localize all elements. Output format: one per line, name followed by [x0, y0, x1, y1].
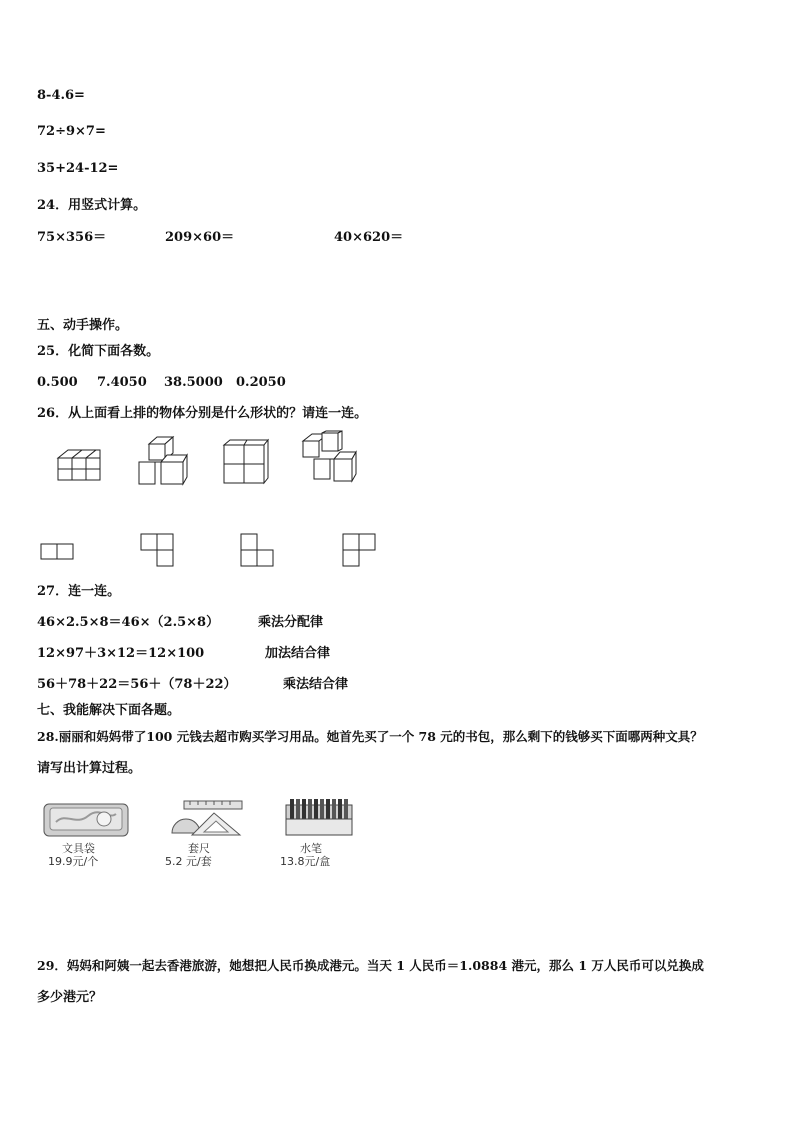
q27-law[interactable]: 乘法结合律: [283, 677, 349, 692]
product-name: 水笔: [300, 842, 322, 855]
product-price: 13.8元/盒: [280, 855, 331, 868]
q28-text: 28.丽丽和妈妈带了100 元钱去超市购买学习用品。她首先买了一个 78 元的书包，那么剩下的钱够买下面哪两种文具？: [37, 729, 703, 744]
pencil-case-icon: [42, 800, 130, 838]
q27-expression[interactable]: 46×2.5×8＝46×（2.5×8）: [37, 615, 220, 630]
q27-expression[interactable]: 12×97＋3×12＝12×100: [37, 646, 205, 661]
q24-expr-a: 75×356＝: [37, 230, 107, 245]
q29-text: 多少港元？: [37, 990, 103, 1005]
top-view-shape-4[interactable]: [342, 533, 378, 569]
top-view-shape-3[interactable]: [240, 533, 276, 569]
ruler-set-icon: [170, 799, 246, 839]
calc-item-1: 8-4.6=: [37, 88, 85, 103]
q27-law[interactable]: 加法结合律: [265, 646, 331, 661]
q24-expr-c: 40×620＝: [334, 230, 404, 245]
q25-value: 0.500: [37, 375, 78, 390]
top-view-shape-1[interactable]: [40, 543, 76, 561]
calc-item-3: 35+24-12=: [37, 161, 119, 176]
q25-value: 7.4050: [97, 375, 147, 390]
cube-figure-1[interactable]: [55, 448, 105, 484]
product-price: 5.2 元/套: [165, 855, 212, 868]
q25-title: 25．化简下面各数。: [37, 344, 160, 359]
top-view-shape-2[interactable]: [140, 533, 176, 569]
product-name: 文具袋: [62, 842, 95, 855]
q25-value: 0.2050: [236, 375, 286, 390]
product-price: 19.9元/个: [48, 855, 99, 868]
q27-title: 27．连一连。: [37, 584, 121, 599]
q26-title: 26．从上面看上排的物体分别是什么形状的？请连一连。: [37, 406, 368, 421]
product-name: 套尺: [188, 842, 210, 855]
q24-expr-b: 209×60＝: [165, 230, 235, 245]
cube-figure-3[interactable]: [222, 439, 270, 485]
q28-text: 请写出计算过程。: [37, 761, 142, 776]
calc-item-2: 72÷9×7=: [37, 124, 106, 139]
section-5-heading: 五、动手操作。: [37, 318, 129, 333]
q24-title: 24．用竖式计算。: [37, 198, 147, 213]
pen-box-icon: [284, 797, 354, 837]
section-7-heading: 七、我能解决下面各题。: [37, 703, 181, 718]
q27-law[interactable]: 乘法分配律: [258, 615, 324, 630]
q25-value: 38.5000: [164, 375, 223, 390]
q27-expression[interactable]: 56＋78＋22＝56＋（78＋22）: [37, 677, 237, 692]
q29-text: 29．妈妈和阿姨一起去香港旅游，她想把人民币换成港元。当天 1 人民币＝1.0884 港元，那么 1 万人民币可以兑换成: [37, 958, 704, 973]
cube-figure-4[interactable]: [300, 431, 360, 485]
cube-figure-2[interactable]: [137, 436, 189, 486]
